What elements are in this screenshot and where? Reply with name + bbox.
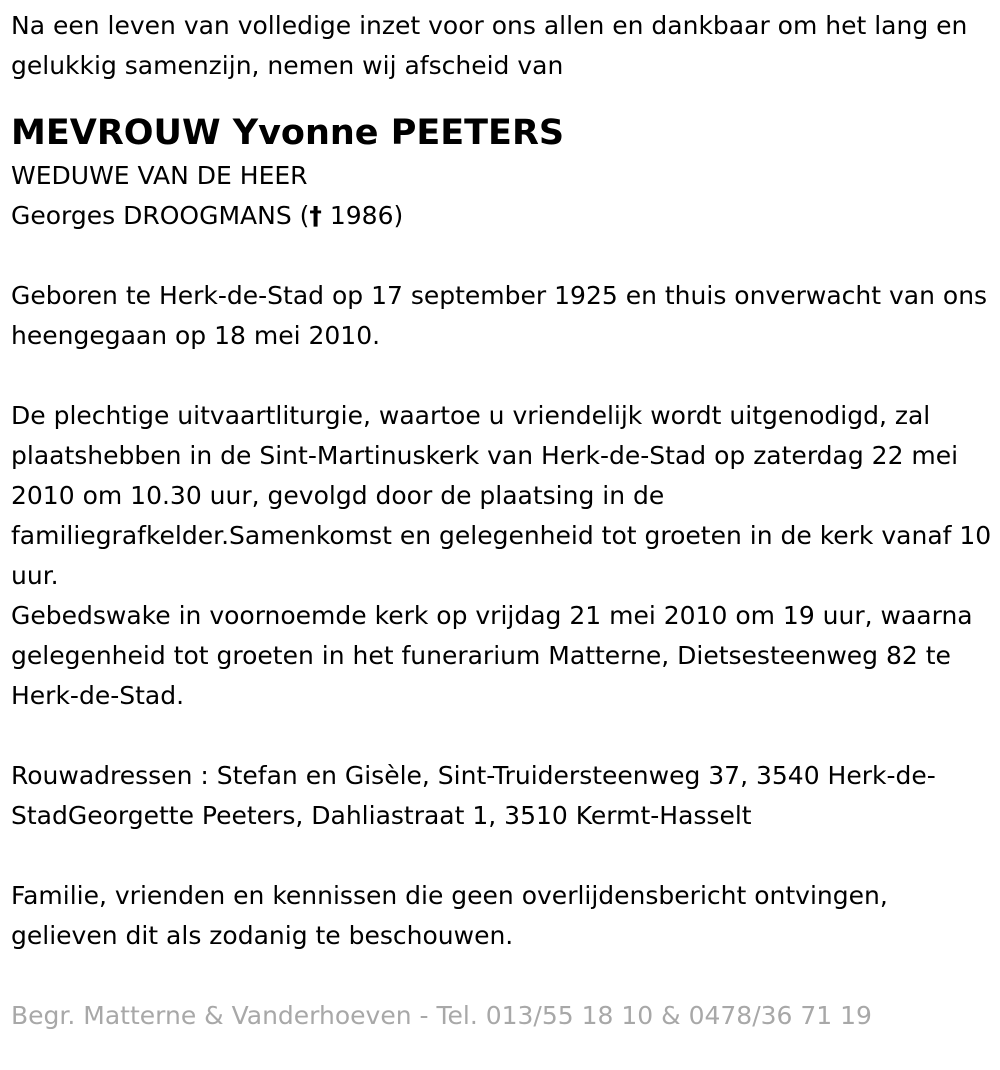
cross-icon: † <box>309 201 322 230</box>
relation-text: WEDUWE VAN DE HEER <box>11 161 308 190</box>
closing-text: Familie, vrienden en kennissen die geen overlijdensbericht ontvingen, gelieven dit als zodanig te beschouwen. <box>11 881 888 950</box>
funeral-home-footer: Begr. Matterne & Vanderhoeven - Tel. 013/55 18 10 & 0478/36 71 19 <box>11 1001 872 1030</box>
deceased-name: MEVROUW Yvonne PEETERS <box>11 113 565 153</box>
birth-death-text: Geboren te Herk-de-Stad op 17 september 1925 en thuis onverwacht van ons heengegaan op 18 mei 2010. <box>11 281 988 350</box>
obituary-document <box>11 6 996 1036</box>
spouse-line <box>11 196 996 236</box>
spouse-name: Georges DROOGMANS ( <box>11 201 310 230</box>
intro-text: Na een leven van volledige inzet voor ons allen en dankbaar om het lang en gelukkig samenzijn, nemen wij afscheid van <box>11 11 968 80</box>
mourning-addresses: Rouwadressen : Stefan en Gisèle, Sint-Truidersteenweg 37, 3540 Herk-de-StadGeorgette Peeters, Dahliastraat 1, 3510 Kermt-Hasselt <box>11 761 936 830</box>
funeral-liturgy-text: De plechtige uitvaartliturgie, waartoe u vriendelijk wordt uitgenodigd, zal plaatshebben in de Sint-Martinuskerk van Herk-de-Stad op zaterdag 22 mei 2010 om 10.30 uur, gevolgd door de plaatsing in de familiegrafkelder.Samenkomst en gelegenheid tot groeten in de kerk vanaf 10 uur. <box>11 401 992 590</box>
vigil-text: Gebedswake in voornoemde kerk op vrijdag 21 mei 2010 om 19 uur, waarna gelegenheid tot groeten in het funerarium Matterne, Dietsesteenweg 82 te Herk-de-Stad. <box>11 601 973 710</box>
spouse-year: 1986) <box>321 201 404 230</box>
